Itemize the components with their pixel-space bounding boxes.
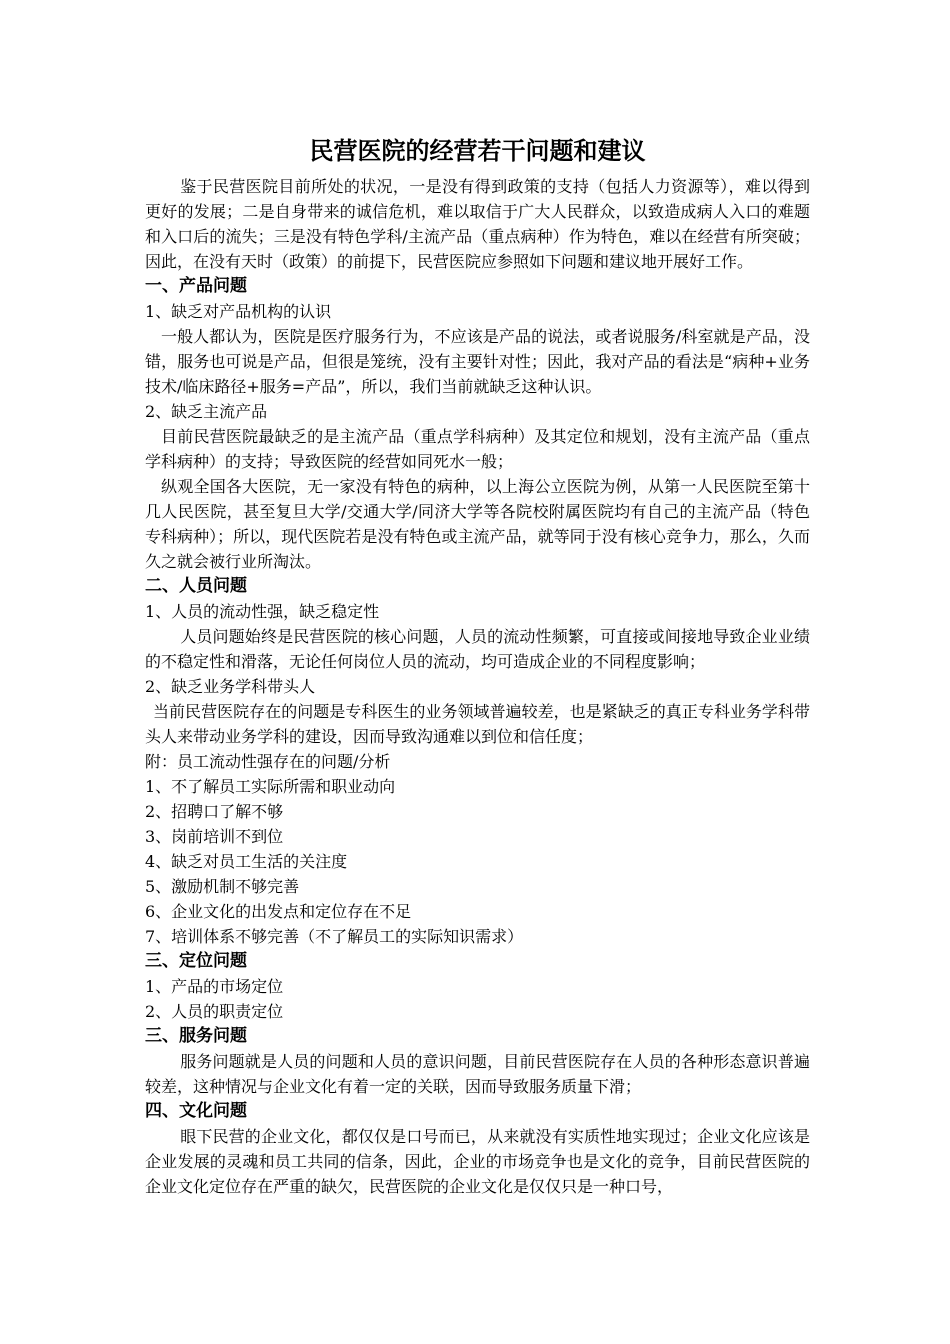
paragraph-staff-1: 人员问题始终是民营医院的核心问题，人员的流动性频繁，可直接或间接地导致企业业绩的不稳定性和滑落，无论任何岗位人员的流动，均可造成企业的不同程度影响； (145, 627, 810, 671)
paragraph-product-3: 纵观全国各大医院，无一家没有特色的病种，以上海公立医院为例，从第一人民医院至第十几人民医院，甚至复旦大学/交通大学/同济大学等各院校附属医院均有自己的主流产品（特色专科病种）；所以，现代医院若是没有特色或主流产品，就等同于没有核心竞争力，那么，久而久之就会被行业所淘汰。 (145, 477, 810, 571)
paragraph-staff-2: 当前民营医院存在的问题是专科医生的业务领域普遍较差，也是紧缺乏的真正专科业务学科带头人来带动业务学科的建设，因而导致沟通难以到位和信任度； (145, 702, 810, 746)
paragraph-product-2: 目前民营医院最缺乏的是主流产品（重点学科病种）及其定位和规划，没有主流产品（重点学科病种）的支持；导致医院的经营如同死水一般； (145, 427, 810, 471)
page-title: 民营医院的经营若干问题和建议 (309, 137, 646, 165)
paragraph-culture-1: 眼下民营的企业文化，都仅仅是口号而已，从来就没有实质性地实现过；企业文化应该是企业发展的灵魂和员工共同的信条，因此，企业的市场竞争也是文化的竞争，目前民营医院的企业文化定位存在严重的缺欠，民营医院的企业文化是仅仅只是一种口号， (145, 1127, 810, 1196)
list-item: 5、激励机制不够完善 (145, 877, 300, 896)
document-body (145, 135, 810, 1199)
section-heading-culture: 四、文化问题 (145, 1101, 247, 1121)
paragraph-service-1: 服务问题就是人员的问题和人员的意识问题，目前民营医院存在人员的各种形态意识普遍较差，这种情况与企业文化有着一定的关联，因而导致服务质量下滑； (145, 1052, 810, 1096)
subheading-staff-2: 2、缺乏业务学科带头人 (145, 677, 316, 696)
section-heading-positioning: 三、定位问题 (145, 951, 247, 971)
subheading-positioning-2: 2、人员的职责定位 (145, 1002, 284, 1021)
section-heading-staff: 二、人员问题 (145, 576, 247, 596)
list-item: 7、培训体系不够完善（不了解员工的实际知识需求） (145, 927, 524, 946)
subheading-product-2: 2、缺乏主流产品 (145, 402, 268, 421)
subheading-product-1: 1、缺乏对产品机构的认识 (145, 302, 332, 321)
appendix-heading: 附：员工流动性强存在的问题/分析 (145, 752, 391, 771)
list-item: 6、企业文化的出发点和定位存在不足 (145, 902, 412, 921)
section-heading-service: 三、服务问题 (145, 1026, 247, 1046)
intro-paragraph: 鉴于民营医院目前所处的状况，一是没有得到政策的支持（包括人力资源等），难以得到更好的发展；二是自身带来的诚信危机，难以取信于广大人民群众，以致造成病人入口的难题和入口后的流失；三是没有特色学科/主流产品（重点病种）作为特色，难以在经营有所突破；因此，在没有天时（政策）的前提下，民营医院应参照如下问题和建议地开展好工作。 (145, 177, 810, 271)
paragraph-product-1: 一般人都认为，医院是医疗服务行为，不应该是产品的说法，或者说服务/科室就是产品，没错，服务也可说是产品，但很是笼统，没有主要针对性；因此，我对产品的看法是“病种+业务技术/临床路径+服务=产品”，所以，我们当前就缺乏这种认识。 (145, 327, 810, 396)
subheading-staff-1: 1、人员的流动性强，缺乏稳定性 (145, 602, 380, 621)
subheading-positioning-1: 1、产品的市场定位 (145, 977, 284, 996)
list-item: 3、岗前培训不到位 (145, 827, 284, 846)
list-item: 4、缺乏对员工生活的关注度 (145, 852, 348, 871)
section-heading-product: 一、产品问题 (145, 276, 247, 296)
list-item: 2、招聘口了解不够 (145, 802, 284, 821)
list-item: 1、不了解员工实际所需和职业动向 (145, 777, 396, 796)
